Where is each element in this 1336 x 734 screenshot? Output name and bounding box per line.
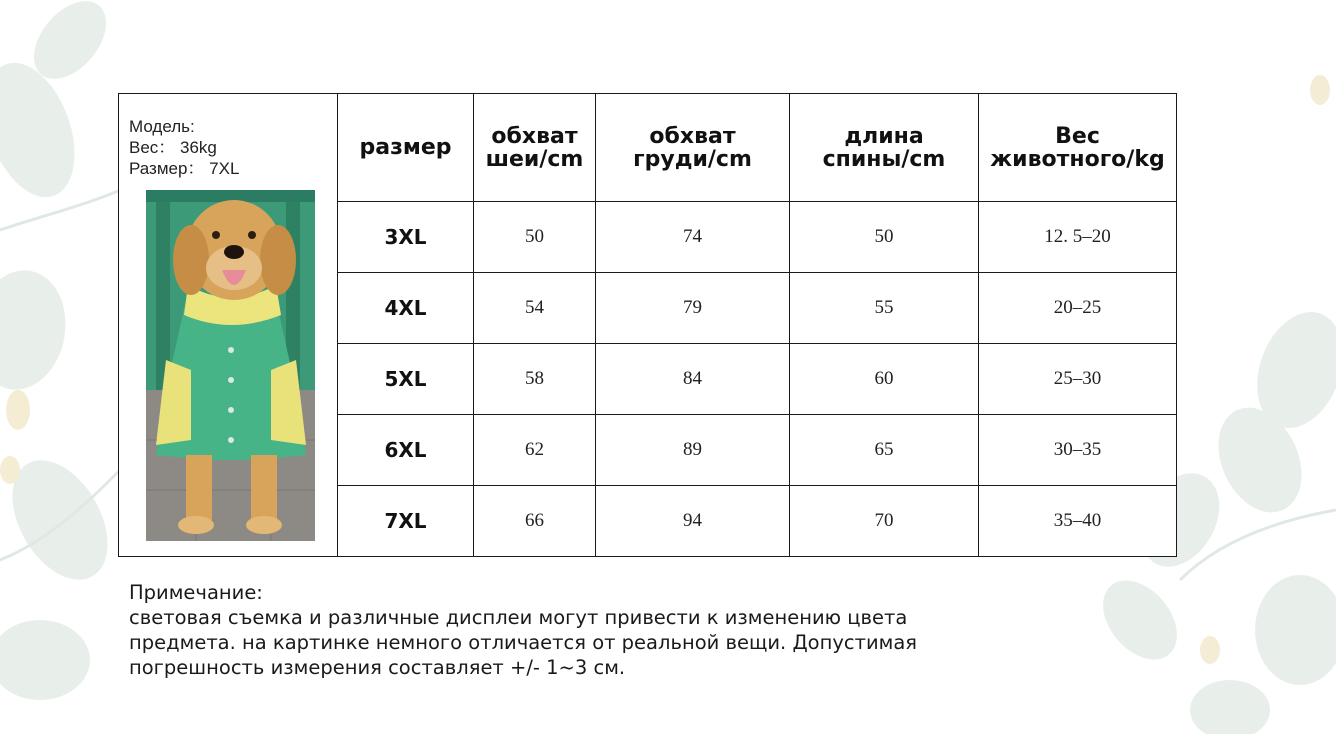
- header-neck: [474, 94, 596, 202]
- model-info-cell: [119, 94, 338, 557]
- header-weight-line2: животного/kg: [990, 146, 1165, 172]
- chest-cell: 74: [596, 202, 790, 273]
- header-back-line2: спины/cm: [822, 146, 946, 172]
- model-size: Размер： 7XL: [129, 159, 240, 178]
- weight-cell: 20–25: [979, 273, 1177, 344]
- size-cell: 4XL: [338, 273, 474, 344]
- chest-cell: 79: [596, 273, 790, 344]
- header-back: [790, 94, 979, 202]
- header-neck-line1: обхват: [491, 123, 578, 149]
- note-line: предмета. на картинке немного отличается от реальной вещи. Допустимая: [129, 631, 918, 654]
- neck-cell: 50: [474, 202, 596, 273]
- note-block: [129, 580, 1029, 680]
- chest-cell: 84: [596, 344, 790, 415]
- chest-cell: 89: [596, 415, 790, 486]
- header-back-line1: длина: [844, 123, 924, 149]
- model-info: [129, 116, 239, 179]
- header-chest-line1: обхват: [649, 123, 736, 149]
- back-cell: 55: [790, 273, 979, 344]
- size-cell: 7XL: [338, 486, 474, 557]
- header-weight-line1: Вес: [1055, 123, 1100, 149]
- weight-cell: 30–35: [979, 415, 1177, 486]
- back-cell: 70: [790, 486, 979, 557]
- note-line: погрешность измерения составляет +/- 1~3 см.: [129, 656, 626, 679]
- note-title: Примечание:: [129, 581, 263, 604]
- back-cell: 50: [790, 202, 979, 273]
- size-cell: 5XL: [338, 344, 474, 415]
- back-cell: 65: [790, 415, 979, 486]
- note-line: световая съемка и различные дисплеи могут привести к изменению цвета: [129, 606, 908, 629]
- size-cell: 6XL: [338, 415, 474, 486]
- weight-cell: 12. 5–20: [979, 202, 1177, 273]
- header-size: [338, 94, 474, 202]
- chest-cell: 94: [596, 486, 790, 557]
- back-cell: 60: [790, 344, 979, 415]
- table-header-row: [119, 94, 1177, 202]
- header-chest: [596, 94, 790, 202]
- header-weight: [979, 94, 1177, 202]
- model-weight: Вес： 36kg: [129, 138, 217, 157]
- weight-cell: 35–40: [979, 486, 1177, 557]
- neck-cell: 54: [474, 273, 596, 344]
- header-chest-line2: груди/cm: [633, 146, 752, 172]
- neck-cell: 66: [474, 486, 596, 557]
- weight-cell: 25–30: [979, 344, 1177, 415]
- neck-cell: 58: [474, 344, 596, 415]
- dog-photo: [146, 190, 315, 541]
- model-label: Модель:: [129, 117, 195, 136]
- header-neck-line2: шеи/cm: [485, 146, 584, 172]
- size-cell: 3XL: [338, 202, 474, 273]
- header-size-label: размер: [359, 135, 452, 160]
- neck-cell: 62: [474, 415, 596, 486]
- size-table: [118, 93, 1177, 557]
